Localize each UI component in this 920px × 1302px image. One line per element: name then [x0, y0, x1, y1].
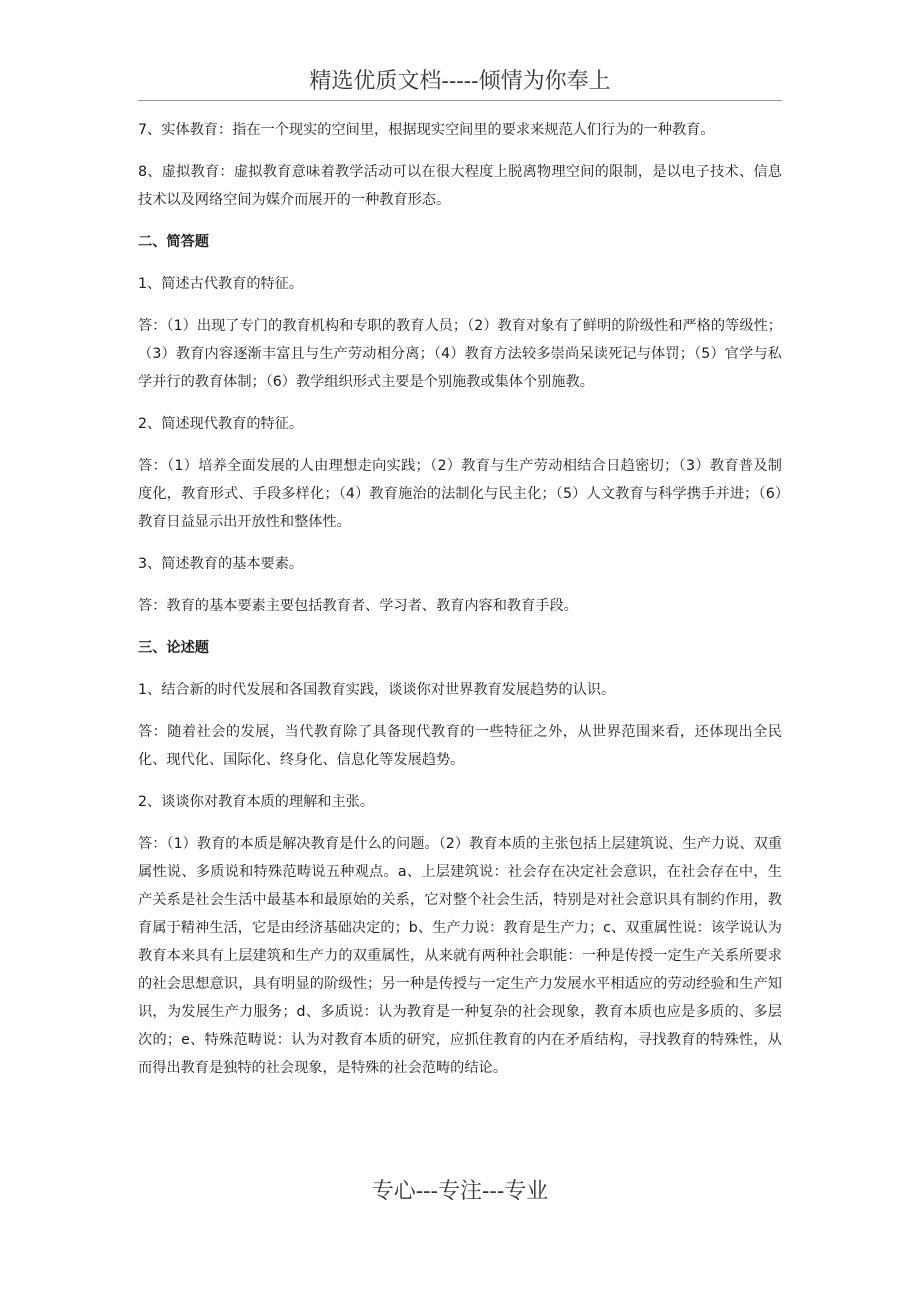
question-text: 1、简述古代教育的特征。 — [138, 276, 304, 292]
document-body — [138, 116, 782, 1096]
answer-text: 答：（1）出现了专门的教育机构和专职的教育人员；（2）教育对象有了鲜明的阶级性和严格的等级性；（3）教育内容逐渐丰富且与生产劳动相分离；（4）教育方法较多崇尚呆读死记与体罚；（5）官学与私学并行的教育体制；（6）教学组织形式主要是个别施教或集体个别施教。 — [138, 318, 782, 390]
question-text: 2、谈谈你对教育本质的理解和主张。 — [138, 794, 375, 810]
section-heading-short-answer: 二、简答题 — [138, 234, 209, 250]
page-footer: 专心---专注---专业 — [371, 1179, 549, 1204]
question-text: 2、简述现代教育的特征。 — [138, 416, 304, 432]
definition-7: 7、实体教育：指在一个现实的空间里，根据现实空间里的要求来规范人们行为的一种教育。 — [138, 122, 715, 138]
question-text: 3、简述教育的基本要素。 — [138, 556, 304, 572]
definition-8: 8、虚拟教育：虚拟教育意味着教学活动可以在很大程度上脱离物理空间的限制，是以电子技术、信息技术以及网络空间为媒介而展开的一种教育形态。 — [138, 164, 782, 208]
answer-text: 答：随着社会的发展，当代教育除了具备现代教育的一些特征之外，从世界范围来看，还体现出全民化、现代化、国际化、终身化、信息化等发展趋势。 — [138, 724, 782, 768]
answer-text: 答：教育的基本要素主要包括教育者、学习者、教育内容和教育手段。 — [138, 598, 578, 614]
question-text: 1、结合新的时代发展和各国教育实践，谈谈你对世界教育发展趋势的认识。 — [138, 682, 616, 698]
header-divider — [138, 100, 782, 101]
section-heading-essay: 三、论述题 — [138, 640, 209, 656]
answer-text: 答：（1）培养全面发展的人由理想走向实践；（2）教育与生产劳动相结合日趋密切；（3）教育普及制度化，教育形式、手段多样化；（4）教育施治的法制化与民主化；（5）人文教育与科学携手并进；（6）教育日益显示出开放性和整体性。 — [138, 458, 782, 530]
answer-text: 答：（1）教育的本质是解决教育是什么的问题。（2）教育本质的主张包括上层建筑说、生产力说、双重属性说、多质说和特殊范畴说五种观点。a、上层建筑说：社会存在决定社会意识，在社会存在中，生产关系是社会生活中最基本和最原始的关系，它对整个社会生活，特别是对社会意识具有制约作用，教育属于精神生活，它是由经济基础决定的；b、生产力说：教育是生产力；c、双重属性说：该学说认为教育本来具有上层建筑和生产力的双重属性，从来就有两种社会职能：一种是传授一定生产关系所要求的社会思想意识，具有明显的阶级性；另一种是传授与一定生产力发展水平相适应的劳动经验和生产知识，为发展生产力服务；d、多质说：认为教育是一种复杂的社会现象，教育本质也应是多质的、多层次的；e、特殊范畴说：认为对教育本质的研究，应抓住教育的内在矛盾结构，寻找教育的特殊性，从而得出教育是独特的社会现象，是特殊的社会范畴的结论。 — [138, 836, 782, 1076]
page-header: 精选优质文档-----倾情为你奉上 — [309, 69, 611, 94]
